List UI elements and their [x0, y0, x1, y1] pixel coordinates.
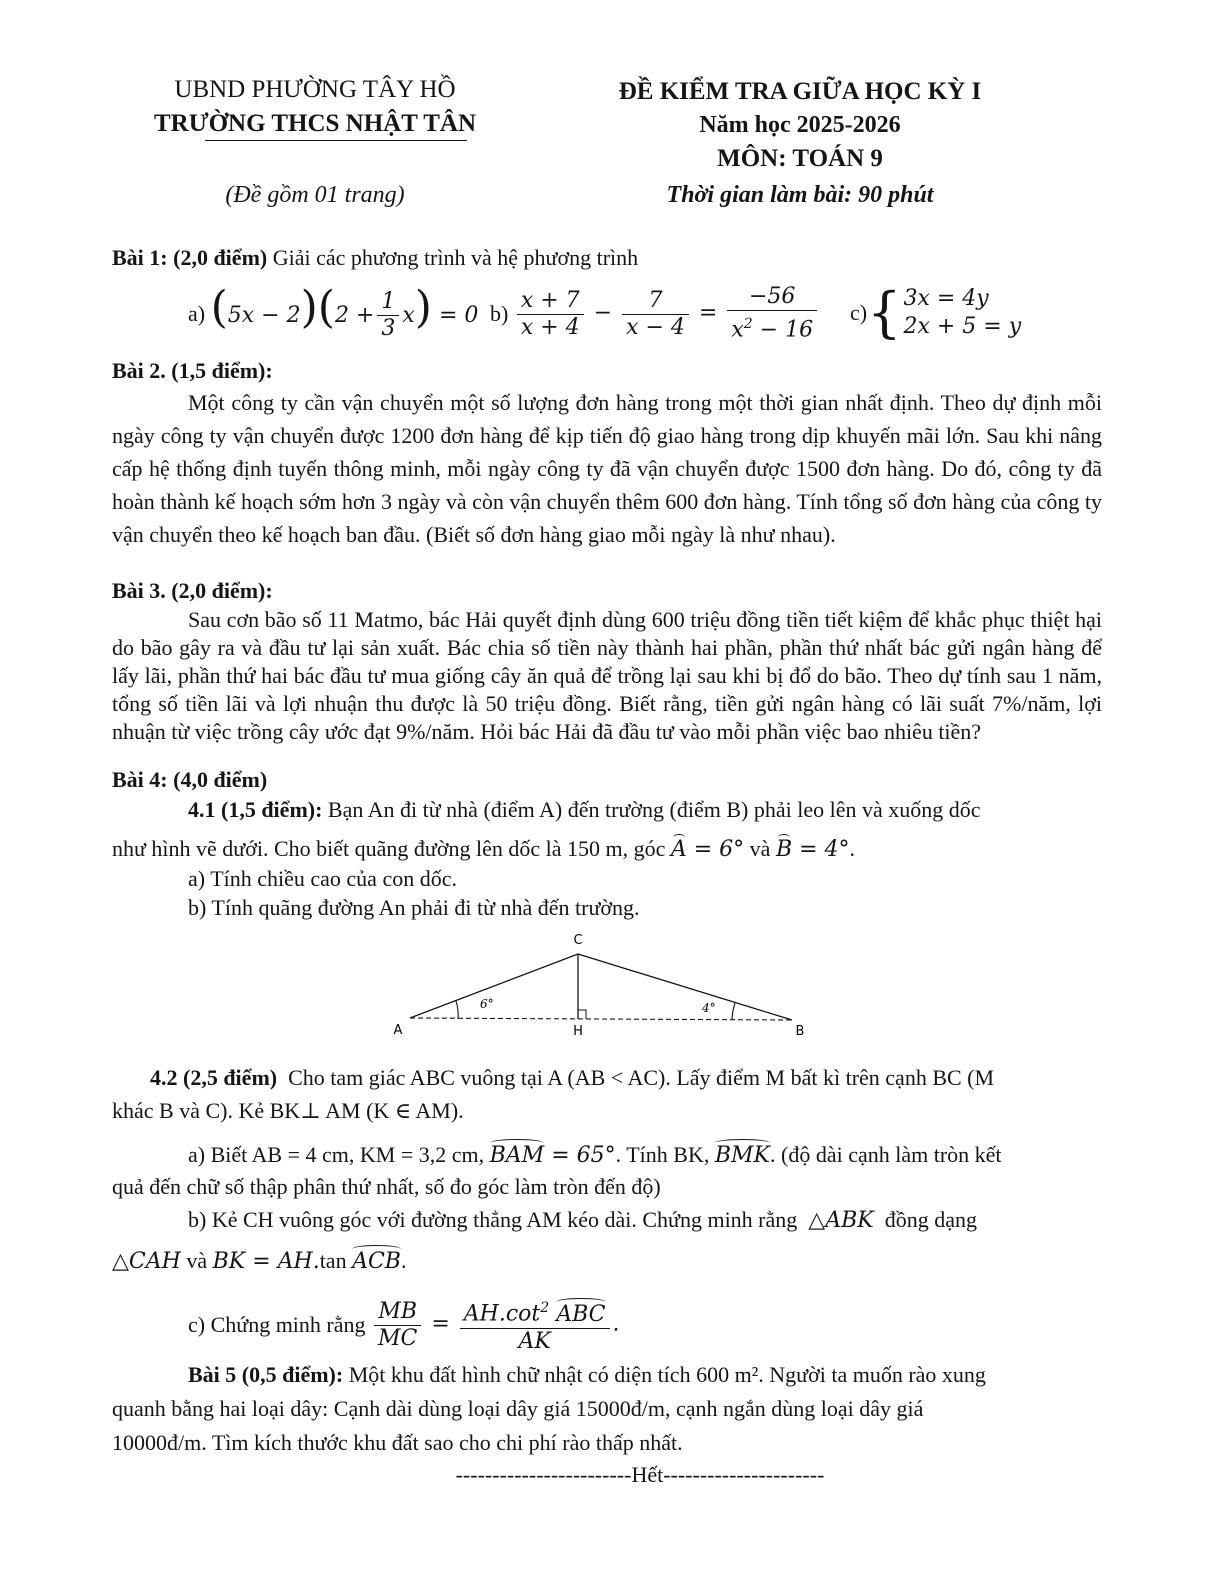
p42-line1: 4.2 (2,5 điểm) Cho tam giác ABC vuông tại A (AB < AC). Lấy điểm M bất kì trên cạnh BC (M — [150, 1065, 995, 1090]
segment-cb — [578, 954, 792, 1020]
bai3-text: Sau cơn bão số 11 Matmo, bác Hải quyết định dùng 600 triệu đồng tiền tiết kiệm để khắc phục thiệt hại do bão gây ra và đầu tư lại sản xuất. Bác chia số tiền này thành hai phần, phần thứ nhất bác gửi ngân hàng để lấy lãi, phần thứ hai bác đầu tư mua giống cây ăn quả để trồng lại sau khi bị đổ do bão. Theo dự tính sau 1 năm, tổng số tiền lãi và lợi nhuận thu được là 50 triệu đồng. Biết rằng, tiền gửi ngân hàng có lãi suất 7%/năm, lợi nhuận từ việc trồng cây ước đạt 9%/năm. Hỏi bác Hải đã đầu tư vào mỗi phần việc bao nhiêu tiền? — [112, 607, 1102, 744]
bai5-line3: 10000đ/m. Tìm kích thước khu đất sao cho chi phí rào thấp nhất. — [112, 1430, 683, 1455]
label-h: H — [573, 1024, 583, 1039]
p41-line1: 4.1 (1,5 điểm): Bạn An đi từ nhà (điểm A) đến trường (điểm B) phải leo lên và xuống dốc — [188, 797, 981, 822]
p42-question-a-line1: a) Biết AB = 4 cm, KM = 3,2 cm, BAM = 65°. Tính BK, BMK. (độ dài cạnh làm tròn kết — [188, 1142, 1002, 1168]
slope-figure — [380, 928, 820, 1043]
angle-a-label: 6° — [480, 997, 494, 1011]
subject: MÔN: TOÁN 9 — [717, 145, 883, 172]
p42-line2: khác B và C). Kẻ BK⊥ AM (K ∈ AM). — [112, 1098, 464, 1123]
p42-question-b-line1: b) Kẻ CH vuông góc với đường thẳng AM kéo dài. Chứng minh rằng △ABK đồng dạng — [188, 1207, 977, 1233]
angle-a-arc — [456, 1001, 458, 1019]
bai1-heading: Bài 1: (2,0 điểm) Giải các phương trình và hệ phương trình — [112, 245, 639, 270]
end-marker: ------------------------Hết---------------------- — [455, 1462, 825, 1487]
page-count-note: (Đề gồm 01 trang) — [225, 182, 405, 208]
segment-ac — [410, 954, 578, 1018]
p41-question-a: a) Tính chiều cao của con dốc. — [188, 866, 457, 891]
school-underline — [205, 140, 467, 141]
bai5-line1: Bài 5 (0,5 điểm): Một khu đất hình chữ nhật có diện tích 600 m². Người ta muốn rào xung — [188, 1362, 986, 1387]
exam-title: ĐỀ KIỂM TRA GIỮA HỌC KỲ I — [618, 78, 982, 105]
right-angle-mark — [578, 1010, 586, 1019]
bai2-text: Một công ty cần vận chuyển một số lượng đơn hàng trong một thời gian nhất định. Theo dự định mỗi ngày công ty vận chuyển được 1200 đơn hàng để kịp tiến độ giao hàng trong dịp khuyến mãi lớn. Sau khi nâng cấp hệ thống định tuyến thông minh, mỗi ngày công ty đã vận chuyển được 1500 đơn hàng. Do đó, công ty đã hoàn thành kế hoạch sớm hơn 3 ngày và còn vận chuyển thêm 600 đơn hàng. Tính tổng số đơn hàng của công ty vận chuyển theo kế hoạch ban đầu. (Biết số đơn hàng giao mỗi ngày là như nhau). — [112, 390, 1102, 547]
p42-question-c: c) Chứng minh rằng $\frac{MB}{MC}$ = $\frac{AH.\cot^2 ABC}{AK}$ . — [188, 1292, 620, 1358]
p42-question-a-line2: quả đến chữ số thập phân thứ nhất, số đo góc làm tròn đến độ) — [112, 1174, 661, 1199]
school-year: Năm học 2025-2026 — [699, 112, 901, 138]
bai4-heading: Bài 4: (4,0 điểm) — [112, 767, 268, 792]
bai1-eq-a: a) (5x − 2)(2 + $\frac{1}{3}$ x) = 0 — [188, 281, 479, 342]
p41-question-b: b) Tính quãng đường An phải đi từ nhà đến trường. — [188, 895, 640, 920]
p42-question-b-line2: △CAH và BK = AH.tan ACB. — [112, 1248, 407, 1274]
label-b: B — [795, 1024, 805, 1039]
bai5-line2: quanh bằng hai loại dây: Cạnh dài dùng loại dây giá 15000đ/m, cạnh ngắn dùng loại dây giá — [112, 1396, 924, 1421]
bai3-heading: Bài 3. (2,0 điểm): — [112, 578, 273, 603]
time-limit: Thời gian làm bài: 90 phút — [666, 182, 934, 208]
angle-b-arc — [732, 1003, 735, 1019]
school-name: TRƯỜNG THCS NHẬT TÂN — [153, 110, 477, 137]
segment-ab — [410, 1018, 792, 1020]
bai2-heading: Bài 2. (1,5 điểm): — [112, 358, 273, 383]
school-district: UBND PHƯỜNG TÂY HỒ — [174, 76, 456, 103]
p41-line2: như hình vẽ dưới. Cho biết quãng đường lên dốc là 150 m, góc A = 6° và B = 4°. — [112, 836, 856, 862]
label-c: C — [573, 933, 583, 948]
label-a: A — [393, 1023, 403, 1038]
bai1-eq-b: b) $\frac{x + 7}{x + 4}$ − $\frac{7}{x - 4}$ = $\frac{-56}{x^2 - 16}$ — [490, 282, 820, 346]
bai1-eq-c: c) { 3x = 4y 2x + 5 = y — [850, 281, 1022, 344]
angle-b-label: 4° — [702, 1001, 716, 1015]
